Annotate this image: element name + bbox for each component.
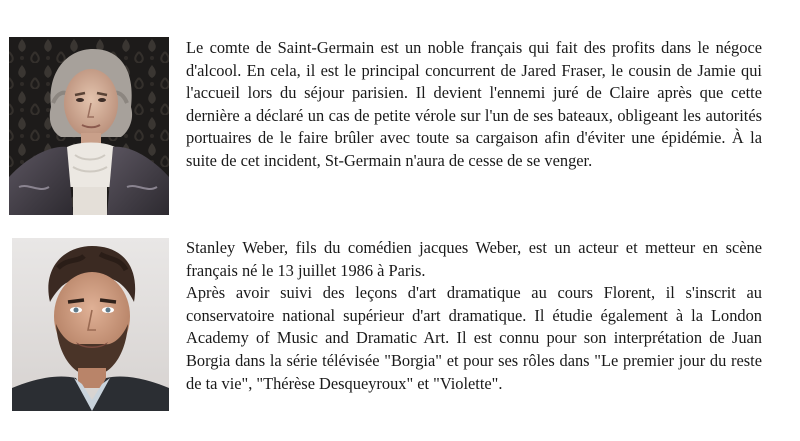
bio-paragraph: Le comte de Saint-Germain est un noble français qui fait des profits dans le négoce d'alcool. En cela, il est le principal concurrent de Jared Fraser, le cousin de Jamie qui l'accueil lors du séjour parisien. Il devient l'ennemi juré de Claire après que cette dernière a déclaré un cas de petite vérole sur l'un de ses bateaux, obligeant les autorités portuaires de le faire brûler avec toute sa cargaison afin d'éviter une épidémie. À la suite de cet incident, St-Germain n'aura de cesse de se venger. <box>186 38 762 170</box>
bio-paragraph-career: Après avoir suivi des leçons d'art dramatique au cours Florent, il s'inscrit au conservatoire national supérieur d'art dramatique. Il étudie également à la London Academy of Music and Dramatic Art. Il est connu pour son interprétation de Juan Borgia dans la série télévisée "Borgia" et pour ses rôles dans "Le premier jour du reste de ta vie", "Thérèse Desqueyroux" et "Violette". <box>186 283 762 393</box>
bio-paragraph <box>186 237 762 395</box>
actor-entry-stanley-weber <box>0 230 800 441</box>
bio-paragraph-intro: Stanley Weber, fils du comédien jacques Weber, est un acteur et metteur en scène français né le 13 juillet 1986 à Paris. <box>186 238 762 280</box>
portrait-photo-icon <box>9 37 169 215</box>
portrait-photo-icon <box>12 238 169 411</box>
